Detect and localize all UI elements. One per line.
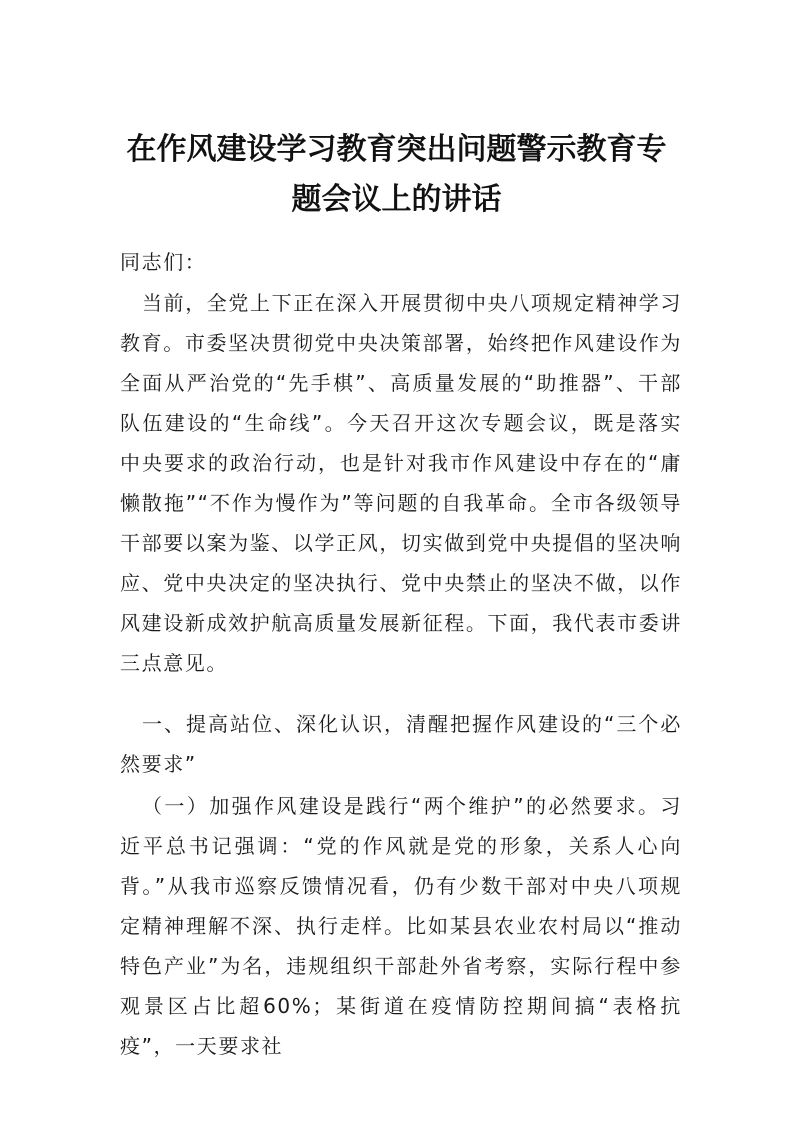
section-heading-1: 一、提高站位、深化认识，清醒把握作风建设的“三个必然要求” [120, 712, 682, 776]
document-title-line-1: 在作风建设学习教育突出问题警示教育专 [126, 132, 667, 167]
document-title-line-2: 题会议上的讲话 [291, 182, 502, 217]
greeting: 同志们： [120, 250, 207, 274]
intro-paragraph: 当前，全党上下正在深入开展贯彻中央八项规定精神学习教育。市委坚决贯彻党中央决策部署，始终把作风建设作为全面从严治党的“先手棋”、高质量发展的“助推器”、干部队伍建设的“生命线”。今天召开这次专题会议，既是落实中央要求的政治行动，也是针对我市作风建设中存在的“庸懒散拖”“不作为慢作为”等问题的自我革命。全市各级领导干部要以案为鉴、以学正风，切实做到党中央提倡的坚决响应、党中央决定的坚决执行、党中央禁止的坚决不做，以作风建设新成效护航高质量发展新征程。下面，我代表市委讲三点意见。 [120, 291, 682, 675]
subsection-paragraph-1: （一）加强作风建设是践行“两个维护”的必然要求。习近平总书记强调：“党的作风就是党的形象，关系人心向背。”从我市巡察反馈情况看，仍有少数干部对中央八项规定精神理解不深、执行走样。比如某县农业农村局以“推动特色产业”为名，违规组织干部赴外省考察，实际行程中参观景区占比超60%；某街道在疫情防控期间搞“表格抗疫”，一天要求社 [120, 794, 682, 1058]
